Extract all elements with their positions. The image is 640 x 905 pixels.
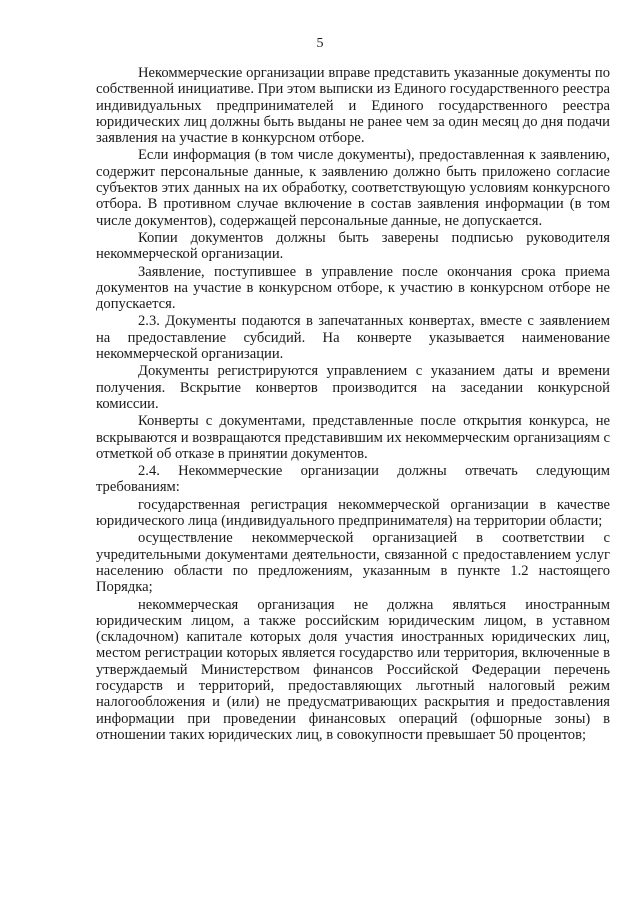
paragraph-foreign-entity: некоммерческая организация не должна являться иностранным юридическим лицом, а также российским юридическим лицом, в уставном (складочном) капитале которых доля участия иностранных юридических лиц, местом регистрации которых является государство или территория, включенные в утверждаемый Министерством финансов Российской Федерации перечень государств и территорий, предоставляющих льготный налоговый режим налогообложения и (или) не предусматривающих раскрытия и предоставления информации при проведении финансовых операций (офшорные зоны) в отношении таких юридических лиц, в совокупности превышает 50 процентов; — [96, 596, 610, 743]
paragraph-2-3-sealed-envelopes: 2.3. Документы подаются в запечатанных конвертах, вместе с заявлением на предоставление субсидий. На конверте указывается наименование некоммерческой организации. — [96, 313, 610, 363]
paragraph-activity: осуществление некоммерческой организацией в соответствии с учредительными документами деятельности, связанной с предоставлением услуг населению области по предложениям, указанным в пункте 1.2 настоящего Порядка; — [96, 530, 610, 596]
paragraph-state-registration: государственная регистрация некоммерческой организации в качестве юридического лица (индивидуального предпринимателя) на территории области; — [96, 496, 610, 530]
paragraph-late-envelopes: Конверты с документами, представленные после открытия конкурса, не вскрываются и возвращаются представившим их некоммерческим организациям с отметкой об отказе в принятии документов. — [96, 413, 610, 462]
paragraph-late-application: Заявление, поступившее в управление после окончания срока приема документов на участие в конкурсном отборе, к участию в конкурсном отборе не допускается. — [96, 263, 610, 313]
paragraph-registration: Документы регистрируются управлением с указанием даты и времени получения. Вскрытие конвертов производится на заседании конкурсной комиссии. — [96, 363, 610, 412]
paragraph-documents-own-initiative: Некоммерческие организации вправе представить указанные документы по собственной инициативе. При этом выписки из Единого государственного реестра индивидуальных предпринимателей и Единого государственного реестра юридических лиц должны быть выданы не ранее чем за один месяц до дня подачи заявления на участие в конкурсном отборе. — [96, 65, 610, 147]
paragraph-2-4-requirements: 2.4. Некоммерческие организации должны отвечать следующим требованиям: — [96, 463, 610, 496]
document-body — [96, 65, 610, 744]
paragraph-copies-signed: Копии документов должны быть заверены подписью руководителя некоммерческой организации. — [96, 229, 610, 263]
page-number: 5 — [316, 36, 324, 51]
paragraph-personal-data: Если информация (в том числе документы), предоставленная к заявлению, содержит персональные данные, к заявлению должно быть приложено согласие субъектов этих данных на их обработку, соответствующую условиям конкурсного отбора. В противном случае включение в состав заявления информации (в том числе документов), содержащей персональные данные, не допускается. — [96, 147, 610, 229]
